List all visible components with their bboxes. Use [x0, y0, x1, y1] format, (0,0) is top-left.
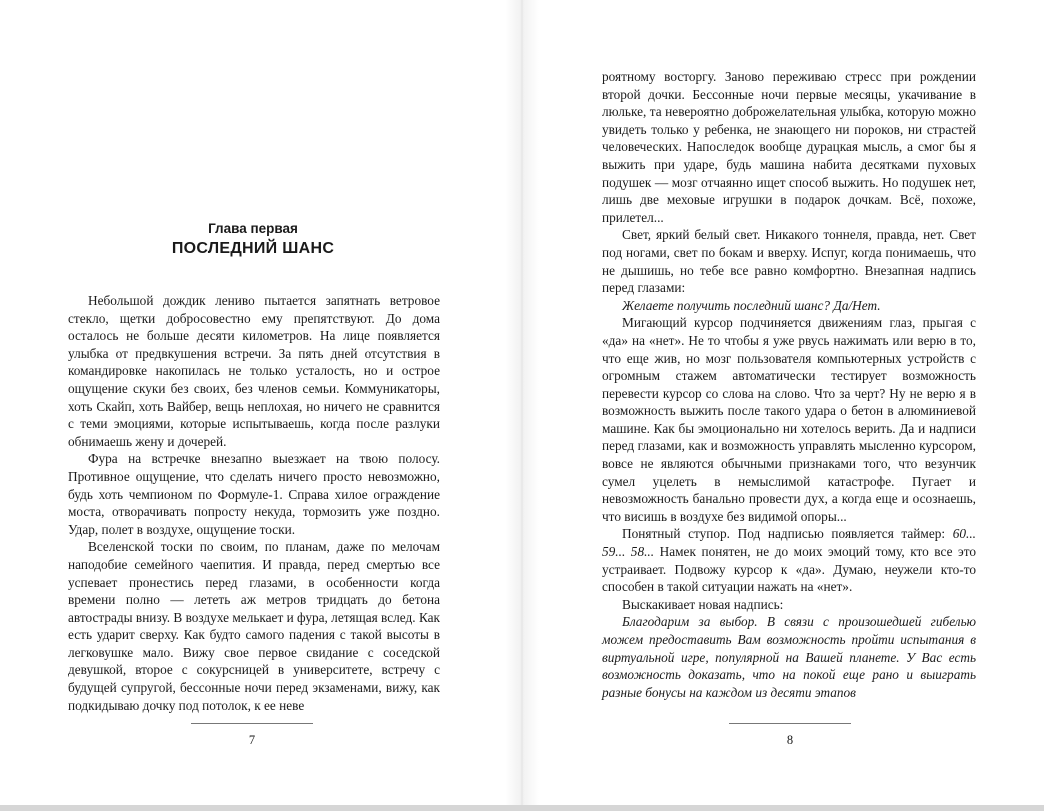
timer-text: 60... 59... 58...	[602, 526, 976, 560]
paragraph: Мигающий курсор подчиняется движениям глаз, прыгая с «да» на «нет». Не то чтобы я уже рвусь нажимать или верю в то, что еще жив, но мозг пользователя компьютерных устройств с огромным стажем автоматически тестирует возможность перевести курсор со слова на слово. Что за черт? Ну не верю я в возможность выжить после такого удара о бетон в алюминиевой машине. Как бы эмоционально ни хотелось верить. Да и надписи перед глазами, как и возможность управлять мысленно курсором, вовсе не являются обычными признаками того, что везунчик сумел уцелеть в немыслимой катастрофе. Пугает и невозможность банально провести дух, а когда еще и осознаешь, что висишь в воздухе без видимой опоры...	[602, 315, 976, 524]
left-page-body	[68, 292, 440, 714]
footer-rule	[729, 723, 851, 724]
game-prompt: Желаете получить последний шанс? Да/Нет.	[622, 297, 881, 313]
paragraph-text: Понятный ступор. Под надписью появляется таймер:	[622, 526, 953, 542]
paragraph: Небольшой дождик лениво пытается запятнать ветровое стекло, щетки добросовестно ему препятствуют. До дома осталось не больше десяти километров. На лице появляется улыбка от предвкушения встречи. За пять дней отсутствия в командировке накопилась не только усталость, но и острое ощущение скуки без своих, без членов семьи. Коммуникаторы, хоть Скайп, хоть Вайбер, вещь неплохая, но ничего не сравнится с теми эмоциями, которые испытываешь, когда после разлуки обнимаешь жену и дочерей.	[68, 293, 440, 449]
game-message: Благодарим за выбор. В связи с произошедшей гибелью можем предоставить Вам возможность пройти испытания в виртуальной игре, популярной на Вашей планете. У Вас есть возможность доказать, что на покой еще рано и выиграть разные бонусы на каждом из десяти этапов	[602, 614, 976, 700]
footer-rule	[191, 723, 313, 724]
page-number: 7	[248, 733, 256, 747]
book-gutter	[505, 0, 539, 805]
paragraph: роятному восторгу. Заново переживаю стресс при рождении второй дочки. Бессонные ночи первые месяцы, укачивание в люльке, та невероятно доброжелательная улыбка, которую можно увидеть только у ребенка, не знающего ни пороков, ни страстей человеческих. Напоследок вообще дурацкая мысль, а смог бы я выжить при ударе, будь машина набита десятками пуховых подушек — мозг отчаянно ищет способ выжить. Но подушек нет, лишь две меховые игрушки в подарок дочкам. Всё, похоже, прилетел...	[602, 69, 976, 225]
right-page	[522, 0, 1044, 805]
paragraph: Фура на встречке внезапно выезжает на твою полосу. Противное ощущение, что сделать ничего просто невозможно, будь хоть чемпионом по Формуле-1. Справа хилое ограждение моста, отворачивать попросту некуда, тормозить уже поздно. Удар, полет в воздухе, ощущение тоски.	[68, 451, 440, 537]
paragraph-text: Намек понятен, не до моих эмоций тому, кто все это устраивает. Подвожу курсор к «да». Думаю, неужели кто-то способен в такой ситуации нажать на «нет».	[602, 544, 976, 595]
paragraph: Свет, яркий белый свет. Никакого тоннеля, правда, нет. Свет под ногами, свет по бокам и вверху. Испуг, когда понимаешь, что не дышишь, но тебе все равно комфортно. Внезапная надпись перед глазами:	[602, 227, 976, 296]
paragraph	[602, 525, 976, 595]
page-bottom-edge	[0, 805, 1044, 811]
paragraph: Вселенской тоски по своим, по планам, даже по мелочам наподобие семейного чаепития. И правда, перед смертью все успевает пронестись перед глазами, в особенности когда времени полно — лететь аж метров тридцать до бетона автострады внизу. В воздухе мелькает и фура, летящая вслед. Как есть ударит сверху. Как будто самого падения с такой высоты в легковушке мало. Вижу свое первое свидание с соседской девушкой, второе с сокурсницей в университете, встречу с будущей супругой, бессонные ночи перед экзаменами, вижу, как подкидываю дочку под потолок, к ее неве	[68, 539, 440, 713]
left-page	[0, 0, 522, 805]
paragraph: Выскакивает новая надпись:	[622, 596, 784, 612]
chapter-label: Глава первая	[208, 221, 298, 236]
chapter-title: ПОСЛЕДНИЙ ШАНС	[171, 240, 335, 257]
right-page-body	[602, 68, 976, 701]
page-number: 8	[786, 733, 794, 747]
